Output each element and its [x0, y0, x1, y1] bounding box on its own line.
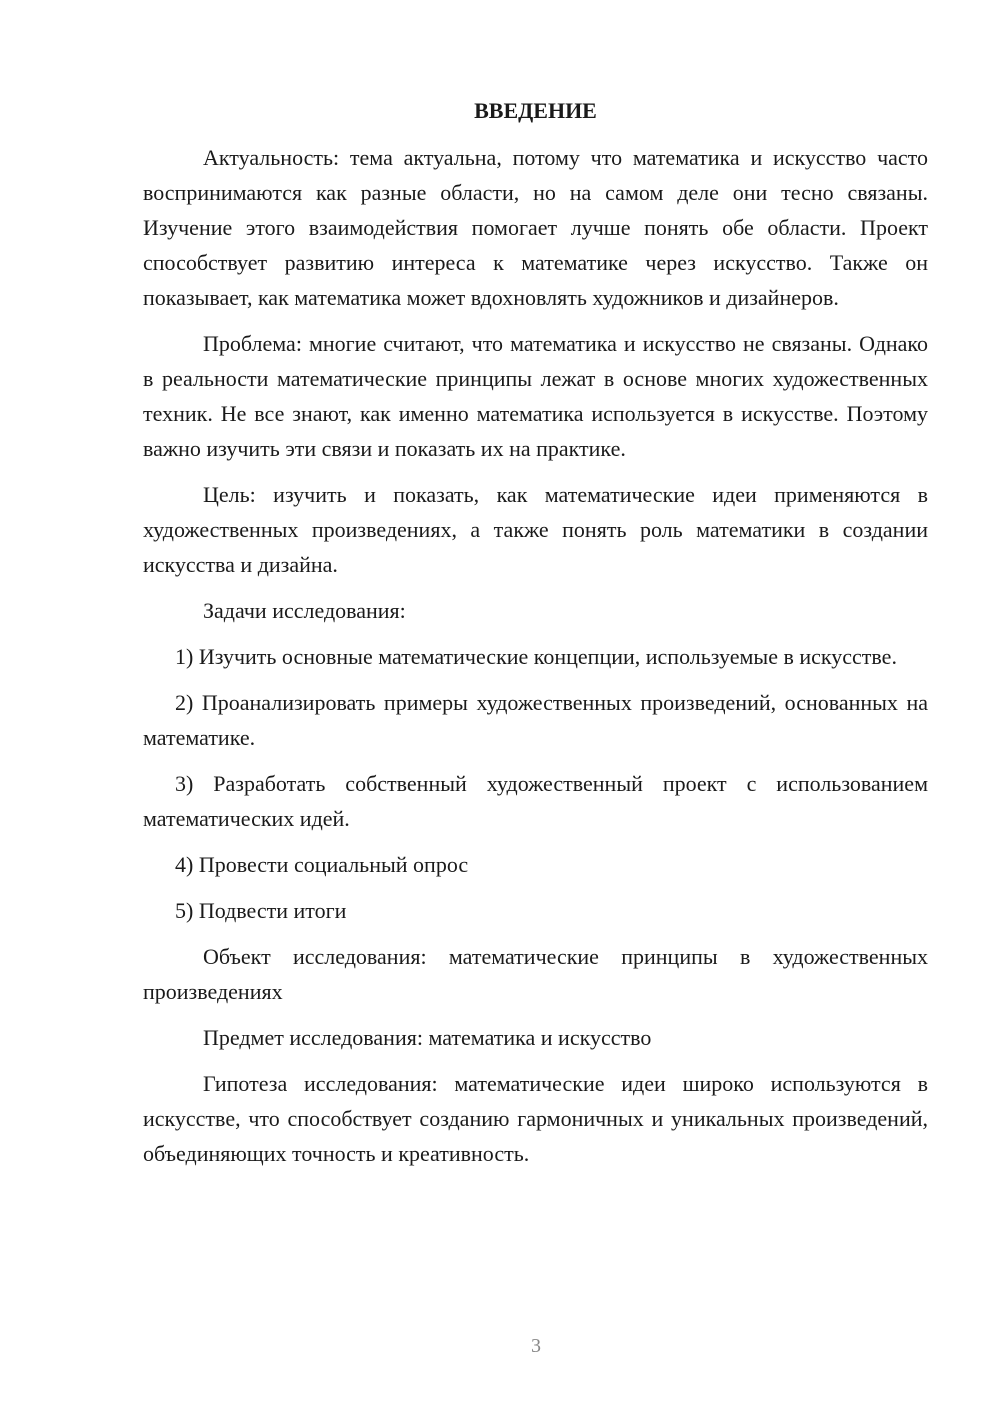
task-item-5: 5) Подвести итоги — [175, 898, 347, 923]
page-number: 3 — [531, 1335, 541, 1357]
document-body — [143, 96, 928, 1182]
tasks-heading: Задачи исследования: — [203, 598, 406, 623]
task-item-2: 2) Проанализировать примеры художественных произведений, основанных на математике. — [143, 690, 928, 750]
hypothesis-paragraph: Гипотеза исследования: математические идеи широко используются в искусстве, что способствует созданию гармоничных и уникальных произведений, объединяющих точность и креативность. — [143, 1071, 928, 1166]
object-paragraph: Объект исследования: математические принципы в художественных произведениях — [143, 944, 928, 1004]
task-item-4: 4) Провести социальный опрос — [175, 852, 469, 877]
relevance-paragraph: Актуальность: тема актуальна, потому что математика и искусство часто воспринимаются как разные области, но на самом деле они тесно связаны. Изучение этого взаимодействия помогает лучше понять обе области. Проект способствует развитию интереса к математике через искусство. Также он показывает, как математика может вдохновлять художников и дизайнеров. — [143, 145, 928, 310]
goal-paragraph: Цель: изучить и показать, как математические идеи применяются в художественных произведениях, а также понять роль математики в создании искусства и дизайна. — [143, 482, 928, 577]
task-item-1: 1) Изучить основные математические концепции, используемые в искусстве. — [175, 644, 897, 669]
problem-paragraph: Проблема: многие считают, что математика и искусство не связаны. Однако в реальности математические принципы лежат в основе многих художественных техник. Не все знают, как именно математика используется в искусстве. Поэтому важно изучить эти связи и показать их на практике. — [143, 331, 928, 461]
page-title: ВВЕДЕНИЕ — [474, 98, 597, 123]
subject-paragraph: Предмет исследования: математика и искусство — [203, 1025, 652, 1050]
task-item-3: 3) Разработать собственный художественный проект с использованием математических идей. — [143, 771, 928, 831]
